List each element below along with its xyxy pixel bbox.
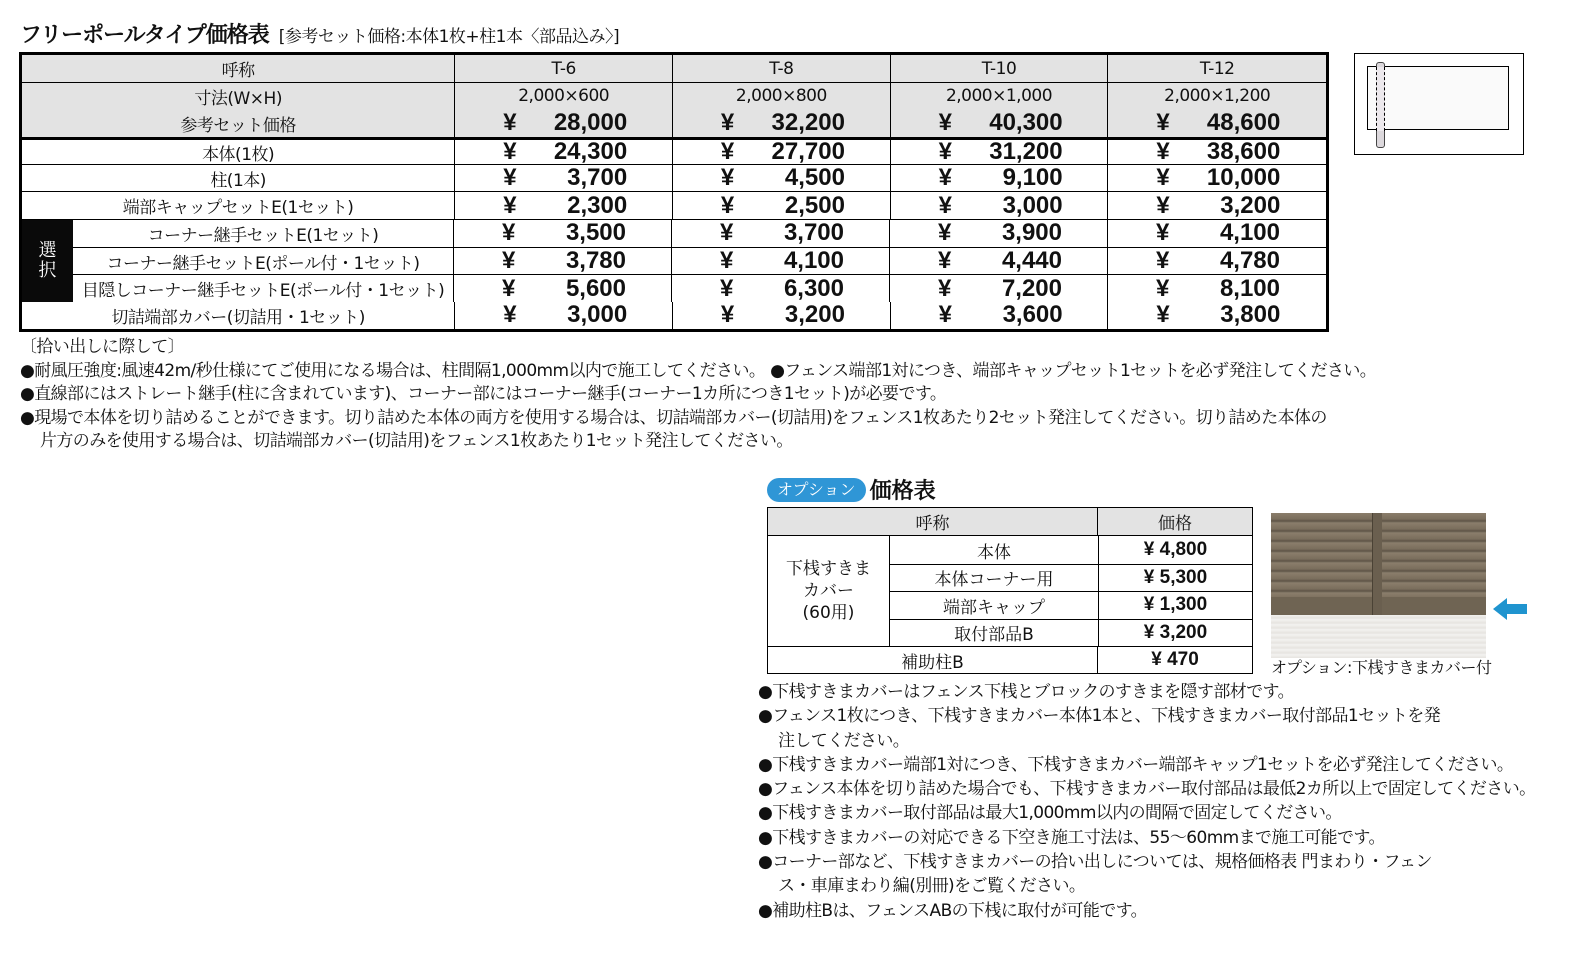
yen-sign: ¥ (502, 219, 516, 247)
table-row (73, 247, 1326, 274)
option-note-line: 注してください。 (778, 730, 910, 751)
header-cell: 呼称 (915, 514, 950, 535)
table-header-row (22, 55, 1326, 82)
price-table (19, 52, 1329, 332)
price-value: 28,000 (553, 109, 628, 137)
price-value: 10,000 (1206, 165, 1281, 192)
yen-sign: ¥ (720, 165, 735, 192)
yen-sign: ¥ (1156, 301, 1170, 329)
header-cell: T-12 (1107, 55, 1326, 82)
price-cell (453, 220, 671, 247)
option-price: ¥ 4,800 (1098, 536, 1252, 563)
option-notes (758, 680, 1536, 923)
price-cell (890, 165, 1108, 191)
price-value: 6,300 (783, 275, 844, 302)
price-value: 3,200 (784, 301, 845, 329)
option-price: ¥ 470 (1097, 647, 1252, 673)
price-cell (453, 248, 671, 274)
selection-tag-char: 択 (38, 259, 57, 281)
table-row (73, 274, 1326, 301)
photo-caption: オプション:下桟すきまカバー付 (1271, 658, 1492, 677)
price-cell (889, 248, 1107, 274)
price-cell (672, 192, 890, 218)
price-cell (672, 110, 890, 137)
price-cell (890, 192, 1108, 218)
option-group (768, 535, 1252, 646)
yen-sign: ¥ (720, 248, 734, 275)
price-value: 3,000 (1002, 192, 1063, 219)
price-value: 8,100 (1219, 275, 1280, 302)
header-cell: T-8 (672, 55, 890, 82)
option-name: 取付部品B (954, 625, 1034, 646)
price-value: 3,900 (1001, 219, 1062, 247)
option-note-line: ●コーナー部など、下桟すきまカバーの拾い出しについては、規格価格表 門まわり・フェン (758, 852, 1432, 873)
price-value: 3,800 (1220, 301, 1281, 329)
yen-sign: ¥ (1156, 109, 1170, 137)
title-main: フリーポールタイプ価格表 (20, 23, 269, 48)
option-name: 本体 (977, 542, 1011, 563)
option-note-line: ●下桟すきまカバーはフェンス下桟とブロックのすきまを隠す部材です。 (758, 682, 1294, 702)
notes-heading: 〔拾い出しに際して〕 (20, 337, 184, 357)
price-cell (1107, 302, 1326, 329)
yen-sign: ¥ (938, 219, 952, 247)
price-value: 4,780 (1219, 248, 1280, 275)
row-label: 切詰端部カバー(切詰用・1セット) (111, 307, 365, 328)
table-row (22, 191, 1326, 218)
row-label: コーナー継手セットE(ポール付・1セット) (106, 253, 420, 274)
price-value: 5,600 (565, 275, 626, 302)
price-cell (1107, 275, 1326, 301)
header-cell: 価格 (1097, 508, 1252, 535)
yen-sign: ¥ (720, 192, 735, 219)
option-badge: オプション (767, 478, 866, 502)
option-price-table (767, 507, 1253, 674)
row-label: 目隠しコーナー継手セットE(ポール付・1セット) (81, 281, 445, 302)
option-heading (767, 474, 936, 505)
row-label: 参考セット価格 (180, 115, 296, 136)
price-value: 2,300 (567, 192, 628, 219)
price-value: 4,100 (1219, 219, 1280, 247)
price-value: 38,600 (1206, 139, 1281, 165)
yen-sign: ¥ (1156, 192, 1170, 219)
pole-hidden-shape (1376, 67, 1385, 131)
price-value: 31,200 (989, 139, 1063, 165)
option-note-line: ●下桟すきまカバー取付部品は最大1,000mm以内の間隔で固定してください。 (758, 803, 1342, 824)
yen-sign: ¥ (1156, 139, 1170, 165)
option-row (890, 591, 1252, 618)
yen-sign: ¥ (938, 139, 952, 165)
selection-block (22, 219, 1326, 302)
option-row (768, 646, 1252, 673)
option-name: 端部キャップ (943, 597, 1045, 618)
block-wall-shape (1271, 615, 1486, 658)
price-cell (1107, 140, 1326, 164)
option-row (890, 564, 1252, 591)
price-value: 4,440 (1001, 248, 1062, 275)
yen-sign: ¥ (938, 248, 952, 275)
size-cell: 2,000×1,000 (890, 83, 1108, 109)
row-label: コーナー継手セットE(1セット) (147, 225, 379, 246)
note-line: ●現場で本体を切り詰めることができます。切り詰めた本体の両方を使用する場合は、切詰端部カバー(切詰用)をフェンス1枚あたり2セット発注してください。切り詰めた本体の (20, 407, 1327, 428)
option-note-line: ●下桟すきまカバーの対応できる下空き施工寸法は、55～60mmまで施工可能です。 (758, 827, 1385, 848)
option-header-row (768, 508, 1252, 535)
price-value: 9,100 (1002, 165, 1063, 192)
price-cell (1107, 220, 1326, 247)
table-row (22, 164, 1326, 191)
yen-sign: ¥ (720, 275, 734, 302)
table-row (22, 137, 1326, 164)
title-sub: [参考セット価格:本体1枚+柱1本〈部品込み〉] (278, 27, 620, 47)
price-value: 3,700 (567, 165, 628, 192)
yen-sign: ¥ (938, 301, 952, 329)
product-photo (1271, 513, 1486, 658)
yen-sign: ¥ (503, 301, 517, 329)
yen-sign: ¥ (938, 275, 952, 302)
yen-sign: ¥ (938, 165, 952, 192)
price-cell (454, 165, 672, 191)
yen-sign: ¥ (938, 192, 952, 219)
price-value: 27,700 (771, 139, 845, 165)
price-value: 3,000 (567, 301, 628, 329)
header-cell: T-6 (454, 55, 672, 82)
price-cell (454, 302, 672, 329)
option-row (890, 619, 1252, 646)
note-line: 片方のみを使用する場合は、切詰端部カバー(切詰用)をフェンス1枚あたり1セット発注してください。 (40, 431, 793, 451)
price-value: 4,100 (783, 248, 844, 275)
option-price: ¥ 3,200 (1098, 620, 1252, 646)
price-cell (1107, 165, 1326, 191)
price-value: 48,600 (1206, 109, 1281, 137)
page-title (20, 18, 619, 48)
price-cell (889, 275, 1107, 301)
option-group-label (768, 536, 889, 646)
price-value: 2,500 (784, 192, 845, 219)
option-price: ¥ 1,300 (1098, 592, 1252, 618)
row-label: 本体(1枚) (202, 144, 275, 165)
price-cell (890, 302, 1108, 329)
price-value: 3,200 (1220, 192, 1281, 219)
option-name: 補助柱B (901, 652, 964, 673)
option-note-line: ●フェンス本体を切り詰めた場合でも、下桟すきまカバー取付部品は最低2カ所以上で固定してください。 (758, 779, 1536, 800)
yen-sign: ¥ (938, 109, 952, 137)
price-value: 3,500 (565, 219, 626, 247)
yen-sign: ¥ (720, 219, 734, 247)
option-note-line: ●補助柱Bは、フェンスABの下桟に取付が可能です。 (758, 900, 1148, 921)
yen-sign: ¥ (503, 139, 517, 165)
header-cell: 呼称 (221, 61, 255, 82)
size-cell: 2,000×800 (672, 83, 890, 109)
size-cell: 2,000×600 (454, 83, 672, 109)
price-cell (672, 165, 890, 191)
group-label-line: (60用) (802, 603, 855, 624)
option-note-line: ●下桟すきまカバー端部1対につき、下桟すきまカバー端部キャップ1セットを必ず発注してください。 (758, 754, 1514, 775)
option-title: 価格表 (869, 479, 936, 504)
yen-sign: ¥ (502, 275, 516, 302)
price-cell (671, 248, 889, 274)
yen-sign: ¥ (503, 109, 517, 137)
option-note-line: ●フェンス1枚につき、下桟すきまカバー本体1本と、下桟すきまカバー取付部品1セットを発 (758, 706, 1441, 727)
price-cell (889, 220, 1107, 247)
yen-sign: ¥ (720, 139, 735, 165)
table-row (22, 110, 1326, 137)
yen-sign: ¥ (503, 192, 517, 219)
price-cell (672, 140, 890, 164)
size-row (22, 82, 1326, 109)
price-cell (1107, 110, 1326, 137)
row-label: 寸法(W×H) (194, 88, 282, 109)
price-cell (1107, 248, 1326, 274)
size-cell: 2,000×1,200 (1107, 83, 1326, 109)
header-cell: T-10 (890, 55, 1108, 82)
selection-tag-char: 選 (38, 239, 57, 261)
table-row (22, 302, 1326, 329)
price-cell (672, 302, 890, 329)
price-cell (671, 275, 889, 301)
price-cell (453, 275, 671, 301)
price-cell (671, 220, 889, 247)
price-value: 7,200 (1001, 275, 1062, 302)
price-cell (454, 140, 672, 164)
price-cell (890, 110, 1108, 137)
notes-section (20, 336, 1376, 454)
row-label: 柱(1本) (210, 170, 266, 191)
price-cell (454, 192, 672, 218)
table-row (73, 220, 1326, 247)
yen-sign: ¥ (720, 109, 735, 137)
group-label-line: カバー (803, 581, 854, 602)
price-cell (890, 140, 1108, 164)
price-value: 24,300 (553, 139, 628, 165)
yen-sign: ¥ (720, 301, 735, 329)
option-row (890, 536, 1252, 563)
selection-tag (22, 220, 73, 302)
fence-diagram (1354, 53, 1524, 155)
price-value: 4,500 (784, 165, 845, 192)
price-value: 40,300 (989, 109, 1063, 137)
option-name: 本体コーナー用 (934, 570, 1054, 591)
yen-sign: ¥ (1156, 165, 1170, 192)
price-cell (454, 110, 672, 137)
option-note-line: ス・車庫まわり編(別冊)をご覧ください。 (778, 876, 1086, 897)
yen-sign: ¥ (503, 165, 517, 192)
group-label-line: 下桟すきま (786, 559, 871, 580)
row-label: 端部キャップセットE(1セット) (122, 198, 354, 219)
arrow-left-icon (1493, 598, 1527, 620)
yen-sign: ¥ (1156, 248, 1170, 275)
yen-sign: ¥ (502, 248, 516, 275)
yen-sign: ¥ (1156, 219, 1170, 247)
post-shape (1372, 513, 1382, 615)
fence-panel-shape (1367, 66, 1509, 130)
note-line: ●直線部にはストレート継手(柱に含まれています)、コーナー部にはコーナー継手(コーナー1カ所につき1セット)が必要です。 (20, 384, 947, 404)
note-line: ●耐風圧強度:風速42m/秒仕様にてご使用になる場合は、柱間隔1,000mm以内で施工してください。 ●フェンス端部1対につき、端部キャップセット1セットを必ず発注してください。 (20, 360, 1377, 381)
price-cell (1107, 192, 1326, 218)
price-value: 32,200 (771, 109, 845, 137)
price-value: 3,600 (1002, 301, 1063, 329)
price-value: 3,780 (565, 248, 626, 275)
option-price: ¥ 5,300 (1098, 565, 1252, 591)
price-value: 3,700 (783, 219, 844, 247)
yen-sign: ¥ (1156, 275, 1170, 302)
